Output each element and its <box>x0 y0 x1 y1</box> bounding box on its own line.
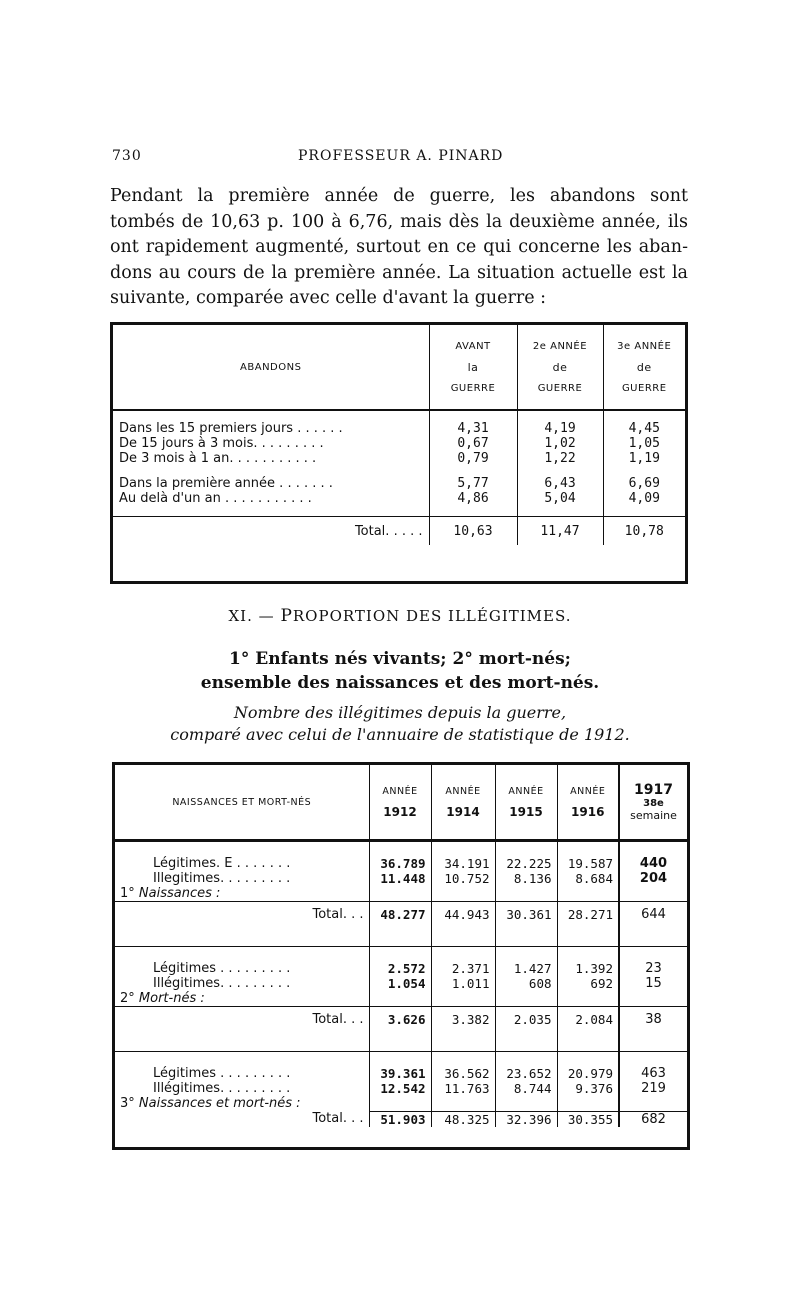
header-year-1914 <box>431 765 495 841</box>
table-cell: 34.191 <box>431 856 495 871</box>
total-row <box>115 1111 687 1127</box>
table-cell: ANNÉE <box>382 785 418 797</box>
table-cell: 2e ANNÉE <box>532 340 588 352</box>
table-cell: comparé avec celui de l'annuaire de statistique de 1912. <box>170 725 630 744</box>
table-row <box>115 856 687 871</box>
table-cell: Naissances et mort-nés : <box>138 1096 301 1111</box>
table-cell: 11.448 <box>369 871 431 886</box>
table-cell: 8.744 <box>495 1081 557 1096</box>
table-cell: 8.684 <box>557 871 619 886</box>
header-year-1917 <box>619 765 687 841</box>
table-cell: — <box>258 607 275 625</box>
table-cell: 10.752 <box>431 871 495 886</box>
section-subtitle <box>0 647 800 695</box>
table-cell: 1.011 <box>431 976 495 991</box>
table-row <box>115 1081 687 1096</box>
table-cell: Au delà d'un an . . . . . . . . . . . <box>119 491 312 506</box>
table-cell: Illegitimes. . . . . . . . . <box>153 871 291 886</box>
table-cell: 6,43 <box>517 476 603 491</box>
section-label-row <box>115 991 687 1007</box>
illegitimates-table <box>112 762 690 1150</box>
table-cell: 1914 <box>446 804 480 819</box>
table-cell: 3° <box>120 1096 135 1111</box>
paragraph-line: suivante, comparée avec celle d'avant la guerre : <box>110 288 547 308</box>
table-cell: Total. . . <box>312 1111 364 1127</box>
table-row <box>113 436 685 451</box>
table-cell: 2.035 <box>495 1007 557 1032</box>
table-cell: ANNÉE <box>445 785 481 797</box>
table-cell: 30.361 <box>495 902 557 927</box>
table-cell: 644 <box>619 902 687 927</box>
table-cell: 1,05 <box>603 436 685 451</box>
table-cell: 10,63 <box>429 517 517 546</box>
table-cell: 36.789 <box>369 856 431 871</box>
table-row <box>113 476 685 491</box>
table-cell: 22.225 <box>495 856 557 871</box>
section-label-row <box>115 886 687 902</box>
table-cell: Illégitimes. . . . . . . . . <box>153 1081 291 1096</box>
table-cell: 463 <box>619 1066 687 1081</box>
header-second-year <box>517 325 603 410</box>
table-cell: 15 <box>619 976 687 991</box>
table-cell: 2.371 <box>431 961 495 976</box>
table-cell: 692 <box>557 976 619 991</box>
header-year-1915 <box>495 765 557 841</box>
table-cell: 36.562 <box>431 1066 495 1081</box>
table-cell: 38 <box>619 1007 687 1032</box>
table-cell: 48.325 <box>431 1111 495 1127</box>
table-cell: 1,22 <box>517 451 603 466</box>
table-cell: Légitimes . . . . . . . . . <box>153 961 291 976</box>
table-cell: 608 <box>495 976 557 991</box>
table-cell: de <box>636 360 652 374</box>
page-number: 730 <box>112 148 142 164</box>
table-cell: 1917 <box>634 782 673 798</box>
table-cell: De 15 jours à 3 mois. . . . . . . . . <box>119 436 324 451</box>
table-cell: 1916 <box>571 804 605 819</box>
table-cell: ANNÉE <box>570 785 606 797</box>
table-cell: 12.542 <box>369 1081 431 1096</box>
header-year-1912 <box>369 765 431 841</box>
table-cell: 32.396 <box>495 1111 557 1127</box>
header-births-stillbirths: NAISSANCES ET MORT-NÉS <box>115 765 369 841</box>
table-cell: 4,19 <box>517 421 603 436</box>
abandons-table <box>110 322 688 584</box>
header-year-1916 <box>557 765 619 841</box>
table-caption <box>0 702 800 746</box>
table-row <box>115 871 687 886</box>
table-cell: 5,04 <box>517 491 603 506</box>
header-abandons: ABANDONS <box>113 325 429 410</box>
table-cell: XI. <box>228 607 253 625</box>
table-cell: 51.903 <box>369 1111 431 1127</box>
table-cell: 4,31 <box>429 421 517 436</box>
table-row <box>115 961 687 976</box>
table-row <box>115 1066 687 1081</box>
table-cell: 11.763 <box>431 1081 495 1096</box>
table-cell: 19.587 <box>557 856 619 871</box>
table-cell: 204 <box>619 871 687 886</box>
table-cell: de <box>552 360 568 374</box>
table-cell: 3e ANNÉE <box>617 340 672 352</box>
table-cell: 1.054 <box>369 976 431 991</box>
table-cell: ensemble des naissances et des mort-nés. <box>200 673 600 693</box>
table-cell: ROPORTION DES ILLÉGITIMES. <box>292 607 572 625</box>
table-cell: semaine <box>630 809 677 822</box>
table-cell: 2.084 <box>557 1007 619 1032</box>
table-cell: 28.271 <box>557 902 619 927</box>
table-cell: GUERRE <box>537 382 583 394</box>
body-paragraph <box>110 184 688 312</box>
table-cell: De 3 mois à 1 an. . . . . . . . . . . <box>119 451 317 466</box>
table-cell: 0,79 <box>429 451 517 466</box>
table-cell: 2° <box>120 991 135 1006</box>
table-cell: Légitimes. E . . . . . . . <box>153 856 291 871</box>
table-row <box>113 491 685 506</box>
table-cell: Mort-nés : <box>138 991 205 1006</box>
table-cell: 44.943 <box>431 902 495 927</box>
table-cell: 682 <box>619 1111 687 1127</box>
table-cell: 23 <box>619 961 687 976</box>
total-row <box>113 517 685 546</box>
table-cell: Nombre des illégitimes depuis la guerre, <box>233 703 567 722</box>
header-before-war <box>429 325 517 410</box>
running-header <box>112 148 686 170</box>
section-heading <box>0 606 800 626</box>
table-cell: 23.652 <box>495 1066 557 1081</box>
table-cell: 1.392 <box>557 961 619 976</box>
table-cell: 219 <box>619 1081 687 1096</box>
total-row <box>115 902 687 927</box>
paragraph-line: tombés de 10,63 p. 100 à 6,76, mais dès la deuxième année, ils <box>110 211 688 232</box>
table-cell: GUERRE <box>450 382 496 394</box>
table-cell: Dans la première année . . . . . . . <box>119 476 333 491</box>
running-title: PROFESSEUR A. PINARD <box>298 148 504 164</box>
table-row <box>113 421 685 436</box>
table-cell: 38e <box>643 798 664 809</box>
table-cell: 48.277 <box>369 902 431 927</box>
table-cell: 1.427 <box>495 961 557 976</box>
table-cell: 2.572 <box>369 961 431 976</box>
table-cell: 3.626 <box>369 1007 431 1032</box>
table-cell: Légitimes . . . . . . . . . <box>153 1066 291 1081</box>
table-cell: Illégitimes. . . . . . . . . <box>153 976 291 991</box>
table-cell: 1° <box>120 886 135 901</box>
table-cell: 4,86 <box>429 491 517 506</box>
table-cell: 1,02 <box>517 436 603 451</box>
table-cell: Total. . . <box>115 902 369 927</box>
paragraph-line: ont rapidement augmenté, surtout en ce qui concerne les aban- <box>110 237 688 257</box>
table-cell: Total. . . <box>115 1007 369 1032</box>
table-cell: 4,45 <box>603 421 685 436</box>
table-cell: 1912 <box>383 804 417 819</box>
table-cell: 0,67 <box>429 436 517 451</box>
table-cell: 10,78 <box>603 517 685 546</box>
table-cell: 1,19 <box>603 451 685 466</box>
table-cell: 1° Enfants nés vivants; 2° mort-nés; <box>229 649 571 669</box>
section-label-row <box>115 1096 687 1111</box>
table-cell: 440 <box>619 856 687 871</box>
paragraph-line: dons au cours de la première année. La situation actuelle est la <box>110 262 688 283</box>
table-cell: 4,09 <box>603 491 685 506</box>
table-cell: 30.355 <box>557 1111 619 1127</box>
table-cell: P <box>280 606 293 626</box>
table-row <box>113 451 685 466</box>
table-cell: 39.361 <box>369 1066 431 1081</box>
table-cell: 5,77 <box>429 476 517 491</box>
table-cell: 6,69 <box>603 476 685 491</box>
table-cell: Dans les 15 premiers jours . . . . . . <box>119 421 343 436</box>
header-third-year <box>603 325 685 410</box>
table-cell: Naissances : <box>138 886 221 901</box>
table-row <box>115 976 687 991</box>
table-cell: GUERRE <box>621 382 667 394</box>
table-cell: 11,47 <box>517 517 603 546</box>
table-cell: Total. . . . . <box>113 517 429 546</box>
table-cell: AVANT <box>455 340 491 352</box>
table-cell: 9.376 <box>557 1081 619 1096</box>
total-row <box>115 1007 687 1032</box>
table-cell: 20.979 <box>557 1066 619 1081</box>
table-cell: 8.136 <box>495 871 557 886</box>
table-cell: 3.382 <box>431 1007 495 1032</box>
table-cell: 1915 <box>509 804 543 819</box>
table-cell: la <box>467 360 479 374</box>
paragraph-line: Pendant la première année de guerre, les abandons sont <box>110 186 688 206</box>
table-cell: ANNÉE <box>508 785 544 797</box>
